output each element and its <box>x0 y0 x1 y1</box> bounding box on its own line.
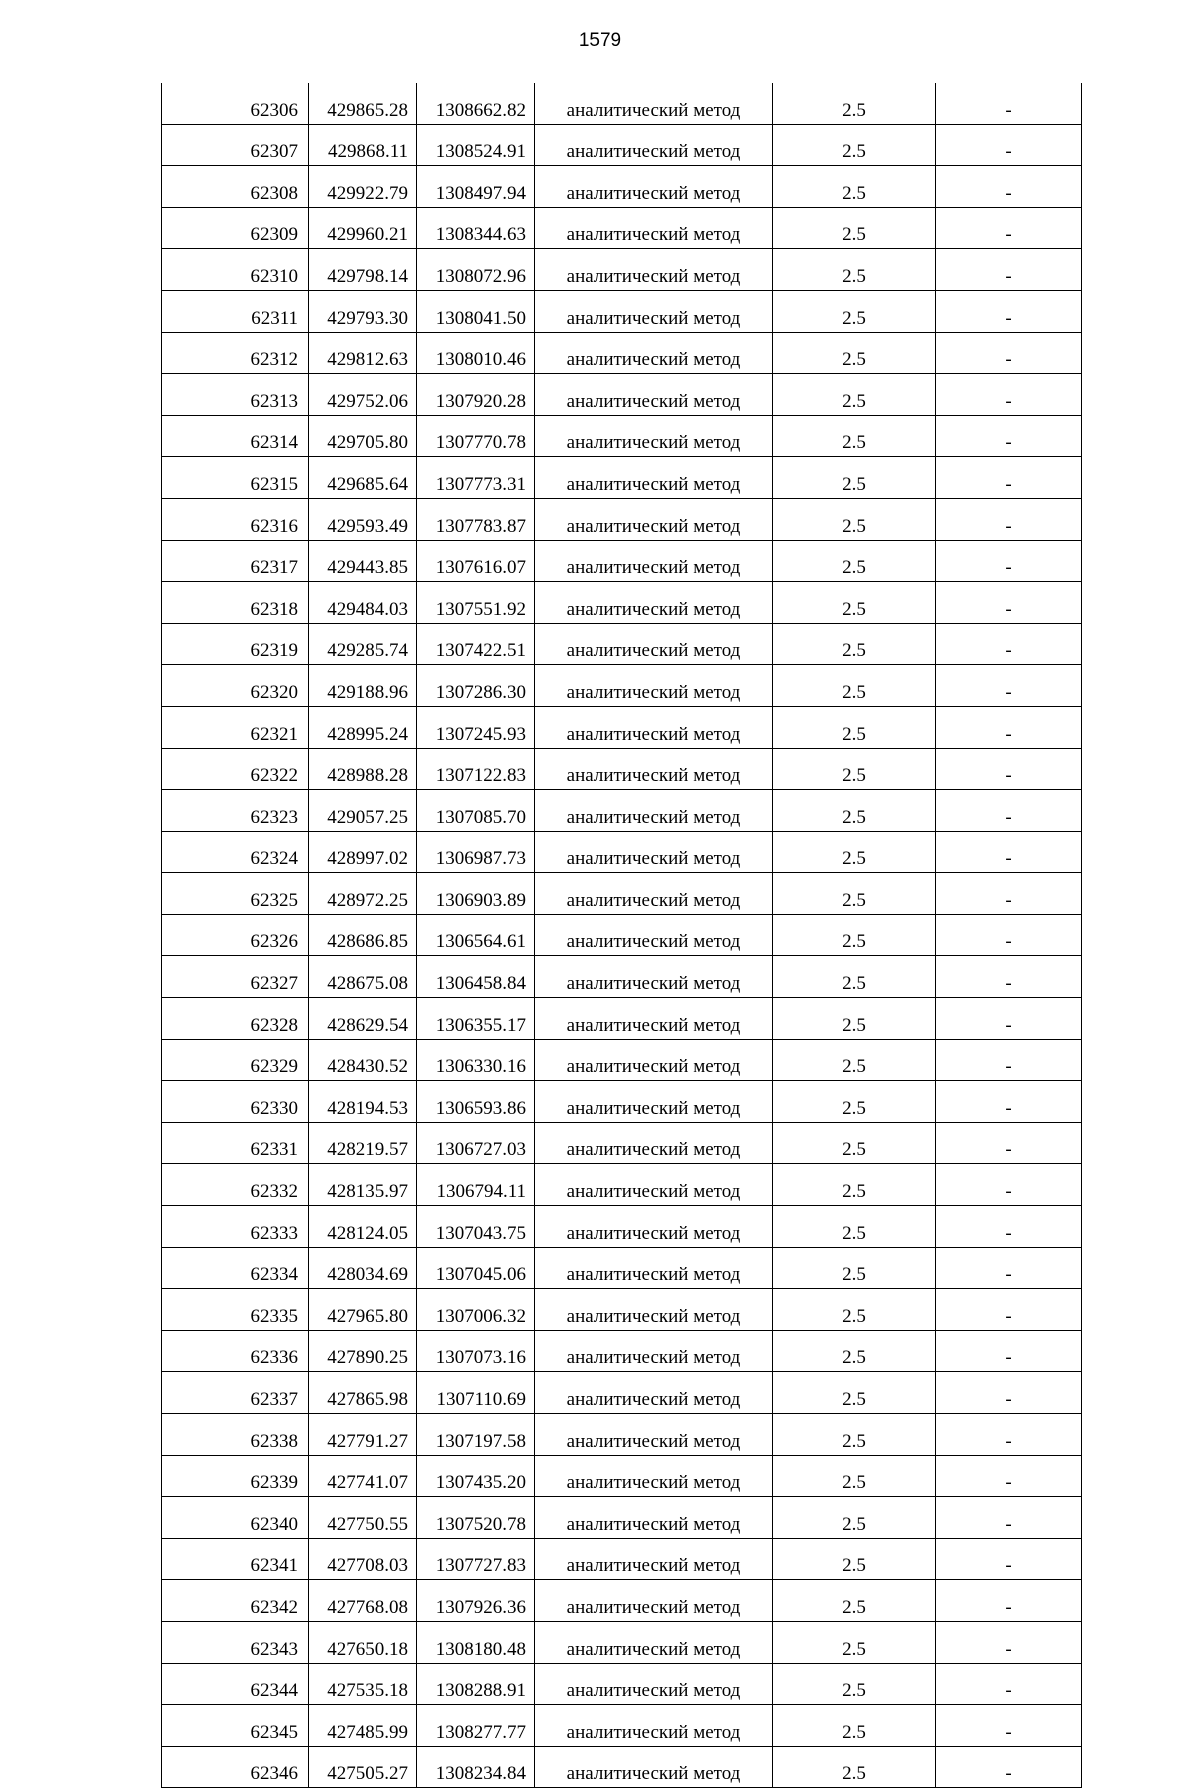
table-row <box>162 1414 1082 1456</box>
x-coordinate-cell: 429685.64 <box>309 457 417 499</box>
x-coordinate-cell: 429868.11 <box>309 124 417 166</box>
x-coordinate-cell: 428430.52 <box>309 1039 417 1081</box>
y-coordinate-cell: 1306330.16 <box>417 1039 535 1081</box>
table-row <box>162 1538 1082 1580</box>
table-row <box>162 1621 1082 1663</box>
y-coordinate-cell: 1308234.84 <box>417 1746 535 1788</box>
accuracy-cell: 2.5 <box>773 1164 936 1206</box>
point-number-cell: 62312 <box>162 332 309 374</box>
accuracy-cell: 2.5 <box>773 249 936 291</box>
y-coordinate-cell: 1308010.46 <box>417 332 535 374</box>
note-cell: - <box>936 1705 1082 1747</box>
y-coordinate-cell: 1307043.75 <box>417 1206 535 1248</box>
table-row <box>162 498 1082 540</box>
point-number-cell: 62319 <box>162 623 309 665</box>
accuracy-cell: 2.5 <box>773 748 936 790</box>
note-cell: - <box>936 1455 1082 1497</box>
note-cell: - <box>936 1663 1082 1705</box>
note-cell: - <box>936 1580 1082 1622</box>
table-row <box>162 790 1082 832</box>
table-row <box>162 1039 1082 1081</box>
note-cell: - <box>936 748 1082 790</box>
point-number-cell: 62343 <box>162 1621 309 1663</box>
x-coordinate-cell: 429865.28 <box>309 83 417 124</box>
note-cell: - <box>936 956 1082 998</box>
y-coordinate-cell: 1308344.63 <box>417 207 535 249</box>
accuracy-cell: 2.5 <box>773 332 936 374</box>
table-row <box>162 1372 1082 1414</box>
point-number-cell: 62309 <box>162 207 309 249</box>
point-number-cell: 62334 <box>162 1247 309 1289</box>
table-row <box>162 582 1082 624</box>
y-coordinate-cell: 1308288.91 <box>417 1663 535 1705</box>
x-coordinate-cell: 429057.25 <box>309 790 417 832</box>
point-number-cell: 62326 <box>162 914 309 956</box>
accuracy-cell: 2.5 <box>773 582 936 624</box>
accuracy-cell: 2.5 <box>773 124 936 166</box>
y-coordinate-cell: 1307520.78 <box>417 1497 535 1539</box>
table-row <box>162 914 1082 956</box>
accuracy-cell: 2.5 <box>773 1538 936 1580</box>
accuracy-cell: 2.5 <box>773 1330 936 1372</box>
note-cell: - <box>936 1164 1082 1206</box>
table-row <box>162 1289 1082 1331</box>
method-cell: аналитический метод <box>535 415 773 457</box>
table-row <box>162 290 1082 332</box>
point-number-cell: 62325 <box>162 873 309 915</box>
note-cell: - <box>936 1206 1082 1248</box>
y-coordinate-cell: 1306987.73 <box>417 831 535 873</box>
point-number-cell: 62338 <box>162 1414 309 1456</box>
note-cell: - <box>936 582 1082 624</box>
method-cell: аналитический метод <box>535 1330 773 1372</box>
accuracy-cell: 2.5 <box>773 1081 936 1123</box>
note-cell: - <box>936 1289 1082 1331</box>
table-row <box>162 1247 1082 1289</box>
y-coordinate-cell: 1307773.31 <box>417 457 535 499</box>
table-row <box>162 1081 1082 1123</box>
table-row <box>162 1455 1082 1497</box>
y-coordinate-cell: 1307245.93 <box>417 706 535 748</box>
method-cell: аналитический метод <box>535 956 773 998</box>
accuracy-cell: 2.5 <box>773 1122 936 1164</box>
note-cell: - <box>936 998 1082 1040</box>
table-row <box>162 540 1082 582</box>
point-number-cell: 62332 <box>162 1164 309 1206</box>
y-coordinate-cell: 1308524.91 <box>417 124 535 166</box>
accuracy-cell: 2.5 <box>773 1039 936 1081</box>
point-number-cell: 62341 <box>162 1538 309 1580</box>
method-cell: аналитический метод <box>535 706 773 748</box>
method-cell: аналитический метод <box>535 1206 773 1248</box>
x-coordinate-cell: 427750.55 <box>309 1497 417 1539</box>
point-number-cell: 62331 <box>162 1122 309 1164</box>
coordinates-table <box>161 83 1082 1788</box>
x-coordinate-cell: 429922.79 <box>309 166 417 208</box>
point-number-cell: 62310 <box>162 249 309 291</box>
accuracy-cell: 2.5 <box>773 623 936 665</box>
note-cell: - <box>936 1081 1082 1123</box>
point-number-cell: 62342 <box>162 1580 309 1622</box>
page-number: 1579 <box>578 30 622 51</box>
accuracy-cell: 2.5 <box>773 290 936 332</box>
method-cell: аналитический метод <box>535 623 773 665</box>
accuracy-cell: 2.5 <box>773 457 936 499</box>
point-number-cell: 62316 <box>162 498 309 540</box>
table-row <box>162 374 1082 416</box>
note-cell: - <box>936 540 1082 582</box>
accuracy-cell: 2.5 <box>773 914 936 956</box>
method-cell: аналитический метод <box>535 1663 773 1705</box>
note-cell: - <box>936 1414 1082 1456</box>
accuracy-cell: 2.5 <box>773 166 936 208</box>
method-cell: аналитический метод <box>535 1289 773 1331</box>
y-coordinate-cell: 1307122.83 <box>417 748 535 790</box>
method-cell: аналитический метод <box>535 166 773 208</box>
table-row <box>162 415 1082 457</box>
table-row <box>162 1663 1082 1705</box>
accuracy-cell: 2.5 <box>773 1206 936 1248</box>
y-coordinate-cell: 1308277.77 <box>417 1705 535 1747</box>
table-row <box>162 1705 1082 1747</box>
y-coordinate-cell: 1306794.11 <box>417 1164 535 1206</box>
x-coordinate-cell: 428219.57 <box>309 1122 417 1164</box>
method-cell: аналитический метод <box>535 1414 773 1456</box>
point-number-cell: 62324 <box>162 831 309 873</box>
y-coordinate-cell: 1306593.86 <box>417 1081 535 1123</box>
y-coordinate-cell: 1306355.17 <box>417 998 535 1040</box>
table-row <box>162 1746 1082 1788</box>
x-coordinate-cell: 428972.25 <box>309 873 417 915</box>
accuracy-cell: 2.5 <box>773 1414 936 1456</box>
method-cell: аналитический метод <box>535 1705 773 1747</box>
table-row <box>162 166 1082 208</box>
method-cell: аналитический метод <box>535 998 773 1040</box>
note-cell: - <box>936 1247 1082 1289</box>
y-coordinate-cell: 1307727.83 <box>417 1538 535 1580</box>
x-coordinate-cell: 427865.98 <box>309 1372 417 1414</box>
note-cell: - <box>936 1746 1082 1788</box>
accuracy-cell: 2.5 <box>773 1621 936 1663</box>
note-cell: - <box>936 1621 1082 1663</box>
accuracy-cell: 2.5 <box>773 540 936 582</box>
point-number-cell: 62337 <box>162 1372 309 1414</box>
point-number-cell: 62323 <box>162 790 309 832</box>
method-cell: аналитический метод <box>535 83 773 124</box>
point-number-cell: 62330 <box>162 1081 309 1123</box>
y-coordinate-cell: 1308180.48 <box>417 1621 535 1663</box>
accuracy-cell: 2.5 <box>773 1663 936 1705</box>
x-coordinate-cell: 429798.14 <box>309 249 417 291</box>
note-cell: - <box>936 124 1082 166</box>
y-coordinate-cell: 1306564.61 <box>417 914 535 956</box>
point-number-cell: 62327 <box>162 956 309 998</box>
note-cell: - <box>936 914 1082 956</box>
method-cell: аналитический метод <box>535 1746 773 1788</box>
accuracy-cell: 2.5 <box>773 998 936 1040</box>
method-cell: аналитический метод <box>535 1164 773 1206</box>
note-cell: - <box>936 457 1082 499</box>
x-coordinate-cell: 427505.27 <box>309 1746 417 1788</box>
x-coordinate-cell: 428988.28 <box>309 748 417 790</box>
y-coordinate-cell: 1307435.20 <box>417 1455 535 1497</box>
x-coordinate-cell: 429285.74 <box>309 623 417 665</box>
y-coordinate-cell: 1308072.96 <box>417 249 535 291</box>
method-cell: аналитический метод <box>535 790 773 832</box>
table-row <box>162 1122 1082 1164</box>
accuracy-cell: 2.5 <box>773 374 936 416</box>
y-coordinate-cell: 1307085.70 <box>417 790 535 832</box>
note-cell: - <box>936 498 1082 540</box>
note-cell: - <box>936 1122 1082 1164</box>
point-number-cell: 62320 <box>162 665 309 707</box>
y-coordinate-cell: 1307551.92 <box>417 582 535 624</box>
x-coordinate-cell: 429793.30 <box>309 290 417 332</box>
x-coordinate-cell: 428675.08 <box>309 956 417 998</box>
table-body <box>162 83 1082 1788</box>
y-coordinate-cell: 1308662.82 <box>417 83 535 124</box>
point-number-cell: 62328 <box>162 998 309 1040</box>
method-cell: аналитический метод <box>535 290 773 332</box>
x-coordinate-cell: 428124.05 <box>309 1206 417 1248</box>
accuracy-cell: 2.5 <box>773 1497 936 1539</box>
y-coordinate-cell: 1307926.36 <box>417 1580 535 1622</box>
y-coordinate-cell: 1307110.69 <box>417 1372 535 1414</box>
method-cell: аналитический метод <box>535 1538 773 1580</box>
note-cell: - <box>936 415 1082 457</box>
x-coordinate-cell: 428686.85 <box>309 914 417 956</box>
point-number-cell: 62345 <box>162 1705 309 1747</box>
method-cell: аналитический метод <box>535 249 773 291</box>
note-cell: - <box>936 873 1082 915</box>
method-cell: аналитический метод <box>535 1081 773 1123</box>
point-number-cell: 62340 <box>162 1497 309 1539</box>
x-coordinate-cell: 429812.63 <box>309 332 417 374</box>
table-row <box>162 207 1082 249</box>
x-coordinate-cell: 427791.27 <box>309 1414 417 1456</box>
table-row <box>162 665 1082 707</box>
x-coordinate-cell: 429960.21 <box>309 207 417 249</box>
x-coordinate-cell: 428629.54 <box>309 998 417 1040</box>
accuracy-cell: 2.5 <box>773 1289 936 1331</box>
accuracy-cell: 2.5 <box>773 498 936 540</box>
y-coordinate-cell: 1306903.89 <box>417 873 535 915</box>
point-number-cell: 62313 <box>162 374 309 416</box>
method-cell: аналитический метод <box>535 1621 773 1663</box>
y-coordinate-cell: 1307616.07 <box>417 540 535 582</box>
point-number-cell: 62346 <box>162 1746 309 1788</box>
method-cell: аналитический метод <box>535 124 773 166</box>
x-coordinate-cell: 428194.53 <box>309 1081 417 1123</box>
note-cell: - <box>936 207 1082 249</box>
accuracy-cell: 2.5 <box>773 1372 936 1414</box>
x-coordinate-cell: 427741.07 <box>309 1455 417 1497</box>
accuracy-cell: 2.5 <box>773 1247 936 1289</box>
accuracy-cell: 2.5 <box>773 1455 936 1497</box>
table-row <box>162 457 1082 499</box>
accuracy-cell: 2.5 <box>773 207 936 249</box>
method-cell: аналитический метод <box>535 1247 773 1289</box>
y-coordinate-cell: 1307045.06 <box>417 1247 535 1289</box>
method-cell: аналитический метод <box>535 374 773 416</box>
point-number-cell: 62308 <box>162 166 309 208</box>
accuracy-cell: 2.5 <box>773 415 936 457</box>
method-cell: аналитический метод <box>535 540 773 582</box>
table-row <box>162 1164 1082 1206</box>
point-number-cell: 62317 <box>162 540 309 582</box>
point-number-cell: 62344 <box>162 1663 309 1705</box>
point-number-cell: 62339 <box>162 1455 309 1497</box>
note-cell: - <box>936 83 1082 124</box>
x-coordinate-cell: 429443.85 <box>309 540 417 582</box>
x-coordinate-cell: 428034.69 <box>309 1247 417 1289</box>
point-number-cell: 62322 <box>162 748 309 790</box>
table-row <box>162 1330 1082 1372</box>
x-coordinate-cell: 427708.03 <box>309 1538 417 1580</box>
point-number-cell: 62336 <box>162 1330 309 1372</box>
note-cell: - <box>936 1039 1082 1081</box>
accuracy-cell: 2.5 <box>773 956 936 998</box>
table-row <box>162 956 1082 998</box>
point-number-cell: 62321 <box>162 706 309 748</box>
y-coordinate-cell: 1308497.94 <box>417 166 535 208</box>
table-row <box>162 706 1082 748</box>
y-coordinate-cell: 1307422.51 <box>417 623 535 665</box>
point-number-cell: 62315 <box>162 457 309 499</box>
y-coordinate-cell: 1307006.32 <box>417 1289 535 1331</box>
x-coordinate-cell: 427485.99 <box>309 1705 417 1747</box>
table-row <box>162 623 1082 665</box>
y-coordinate-cell: 1307073.16 <box>417 1330 535 1372</box>
x-coordinate-cell: 429593.49 <box>309 498 417 540</box>
table-row <box>162 1206 1082 1248</box>
note-cell: - <box>936 790 1082 832</box>
x-coordinate-cell: 427965.80 <box>309 1289 417 1331</box>
accuracy-cell: 2.5 <box>773 831 936 873</box>
note-cell: - <box>936 290 1082 332</box>
note-cell: - <box>936 665 1082 707</box>
accuracy-cell: 2.5 <box>773 1746 936 1788</box>
note-cell: - <box>936 1497 1082 1539</box>
table-row <box>162 748 1082 790</box>
y-coordinate-cell: 1307783.87 <box>417 498 535 540</box>
accuracy-cell: 2.5 <box>773 706 936 748</box>
method-cell: аналитический метод <box>535 1039 773 1081</box>
x-coordinate-cell: 428997.02 <box>309 831 417 873</box>
x-coordinate-cell: 427768.08 <box>309 1580 417 1622</box>
accuracy-cell: 2.5 <box>773 790 936 832</box>
method-cell: аналитический метод <box>535 332 773 374</box>
x-coordinate-cell: 427890.25 <box>309 1330 417 1372</box>
method-cell: аналитический метод <box>535 498 773 540</box>
method-cell: аналитический метод <box>535 457 773 499</box>
table-row <box>162 998 1082 1040</box>
accuracy-cell: 2.5 <box>773 83 936 124</box>
point-number-cell: 62329 <box>162 1039 309 1081</box>
note-cell: - <box>936 166 1082 208</box>
note-cell: - <box>936 1330 1082 1372</box>
note-cell: - <box>936 1538 1082 1580</box>
x-coordinate-cell: 429484.03 <box>309 582 417 624</box>
x-coordinate-cell: 429705.80 <box>309 415 417 457</box>
x-coordinate-cell: 427535.18 <box>309 1663 417 1705</box>
accuracy-cell: 2.5 <box>773 1705 936 1747</box>
table-row <box>162 1497 1082 1539</box>
point-number-cell: 62314 <box>162 415 309 457</box>
method-cell: аналитический метод <box>535 873 773 915</box>
note-cell: - <box>936 332 1082 374</box>
method-cell: аналитический метод <box>535 1455 773 1497</box>
method-cell: аналитический метод <box>535 582 773 624</box>
method-cell: аналитический метод <box>535 1497 773 1539</box>
y-coordinate-cell: 1307286.30 <box>417 665 535 707</box>
table-row <box>162 83 1082 124</box>
y-coordinate-cell: 1307920.28 <box>417 374 535 416</box>
y-coordinate-cell: 1308041.50 <box>417 290 535 332</box>
method-cell: аналитический метод <box>535 914 773 956</box>
method-cell: аналитический метод <box>535 748 773 790</box>
method-cell: аналитический метод <box>535 1372 773 1414</box>
table-row <box>162 831 1082 873</box>
note-cell: - <box>936 623 1082 665</box>
table-row <box>162 124 1082 166</box>
x-coordinate-cell: 429752.06 <box>309 374 417 416</box>
accuracy-cell: 2.5 <box>773 665 936 707</box>
table-row <box>162 249 1082 291</box>
method-cell: аналитический метод <box>535 207 773 249</box>
x-coordinate-cell: 427650.18 <box>309 1621 417 1663</box>
x-coordinate-cell: 429188.96 <box>309 665 417 707</box>
y-coordinate-cell: 1307770.78 <box>417 415 535 457</box>
x-coordinate-cell: 428995.24 <box>309 706 417 748</box>
accuracy-cell: 2.5 <box>773 1580 936 1622</box>
method-cell: аналитический метод <box>535 831 773 873</box>
note-cell: - <box>936 831 1082 873</box>
note-cell: - <box>936 249 1082 291</box>
table-row <box>162 873 1082 915</box>
x-coordinate-cell: 428135.97 <box>309 1164 417 1206</box>
point-number-cell: 62333 <box>162 1206 309 1248</box>
point-number-cell: 62306 <box>162 83 309 124</box>
y-coordinate-cell: 1307197.58 <box>417 1414 535 1456</box>
method-cell: аналитический метод <box>535 665 773 707</box>
table-row <box>162 332 1082 374</box>
point-number-cell: 62311 <box>162 290 309 332</box>
note-cell: - <box>936 374 1082 416</box>
y-coordinate-cell: 1306727.03 <box>417 1122 535 1164</box>
point-number-cell: 62307 <box>162 124 309 166</box>
accuracy-cell: 2.5 <box>773 873 936 915</box>
table-row <box>162 1580 1082 1622</box>
point-number-cell: 62318 <box>162 582 309 624</box>
note-cell: - <box>936 706 1082 748</box>
y-coordinate-cell: 1306458.84 <box>417 956 535 998</box>
point-number-cell: 62335 <box>162 1289 309 1331</box>
method-cell: аналитический метод <box>535 1122 773 1164</box>
note-cell: - <box>936 1372 1082 1414</box>
method-cell: аналитический метод <box>535 1580 773 1622</box>
